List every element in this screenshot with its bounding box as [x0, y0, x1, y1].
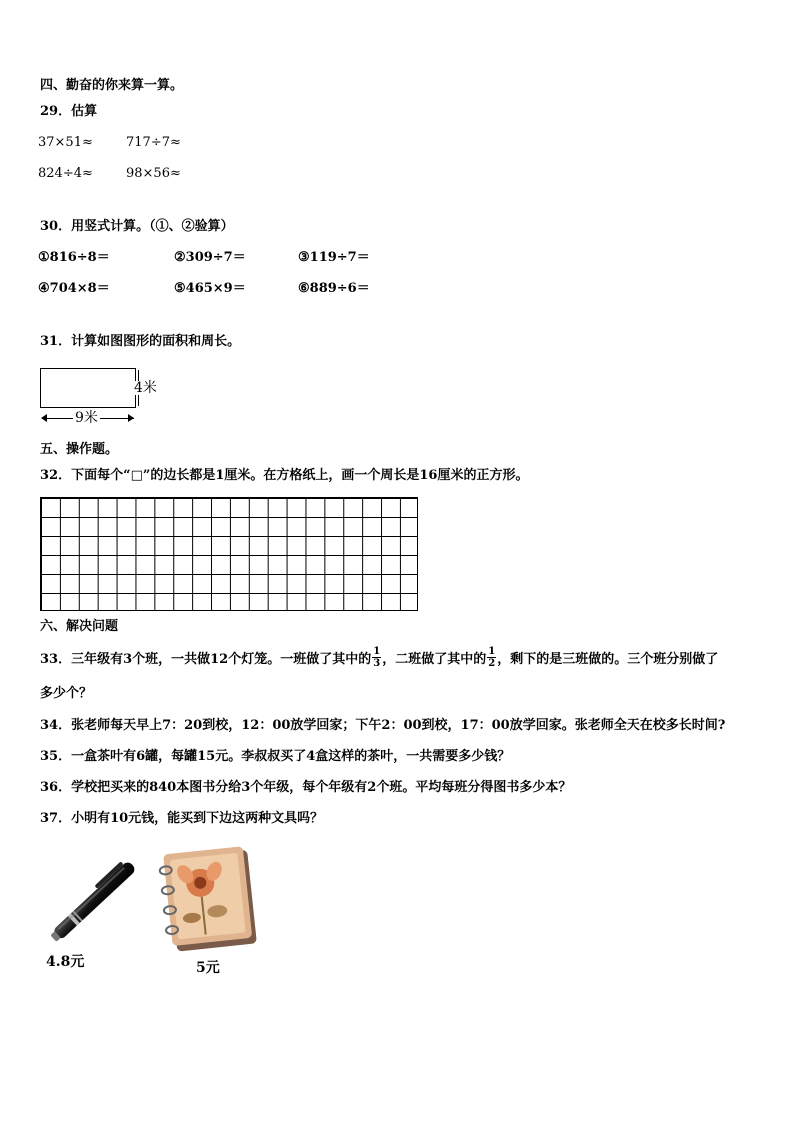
q29-item-3: 824÷4≈ [38, 166, 93, 181]
notebook-price: 5元 [196, 960, 220, 976]
fraction-one-third: $\frac{1}{3}$ [373, 646, 381, 669]
q30-item-2: ②309÷7＝ [174, 250, 246, 265]
q37-title: 37．小明有10元钱，能买到下边这两种文具吗？ [40, 811, 324, 826]
q36-text: 36．学校把买来的840本图书分给3个年级，每个年级有2个班。平均每班分得图书多少本？ [40, 780, 572, 795]
q29-title: 29．估算 [40, 104, 98, 119]
q33-line-2: 多少个？ [40, 686, 93, 701]
q29-item-1: 37×51≈ [38, 135, 93, 150]
q29-item-2: 717÷7≈ [126, 135, 181, 150]
notebook-icon [154, 844, 264, 954]
q30-item-4: ④704×8＝ [38, 281, 110, 296]
q33-part-1: 33．三年级有3个班，一共做12个灯笼。一班做了其中的 [40, 652, 372, 667]
q30-title: 30．用竖式计算。（①、②验算） [40, 219, 234, 234]
q30-item-1: ①816÷8＝ [38, 250, 110, 265]
rectangle-shape [40, 368, 136, 408]
q35-text: 35．一盒茶叶有6罐，每罐15元。李叔叔买了4盒这样的茶叶，一共需要多少钱？ [40, 749, 511, 764]
pen-icon [44, 852, 144, 948]
q32-title: 32．下面每个“□”的边长都是1厘米。在方格纸上，画一个周长是16厘米的正方形。 [40, 468, 529, 483]
q33-part-2: ，二班做了其中的 [382, 652, 487, 667]
height-label: 4米 [134, 380, 157, 396]
section-4-heading: 四、勤奋的你来算一算。 [40, 78, 184, 93]
q34-text: 34．张老师每天早上7：20到校，12：00放学回家；下午2：00到校，17：00放学回家。张老师全天在校多长时间? [40, 718, 726, 733]
square-grid-paper[interactable] [40, 497, 418, 611]
q29-item-4: 98×56≈ [126, 166, 181, 181]
section-5-heading: 五、操作题。 [40, 442, 119, 457]
q31-title: 31．计算如图图形的面积和周长。 [40, 334, 241, 349]
pen-price: 4.8元 [46, 954, 85, 970]
fraction-one-half: $\frac{1}{2}$ [488, 646, 496, 669]
q30-item-3: ③119÷7＝ [298, 250, 370, 265]
section-6-heading: 六、解决问题 [40, 619, 119, 634]
q33-part-3: ，剩下的是三班做的。三个班分别做了 [497, 652, 719, 667]
width-label: 9米 [75, 410, 98, 426]
q30-item-5: ⑤465×9＝ [174, 281, 246, 296]
width-arrow-right [128, 414, 134, 422]
q30-item-6: ⑥889÷6＝ [298, 281, 370, 296]
rectangle-figure [40, 368, 160, 428]
q33-line-1 [40, 648, 718, 671]
width-arrow-left [41, 414, 47, 422]
